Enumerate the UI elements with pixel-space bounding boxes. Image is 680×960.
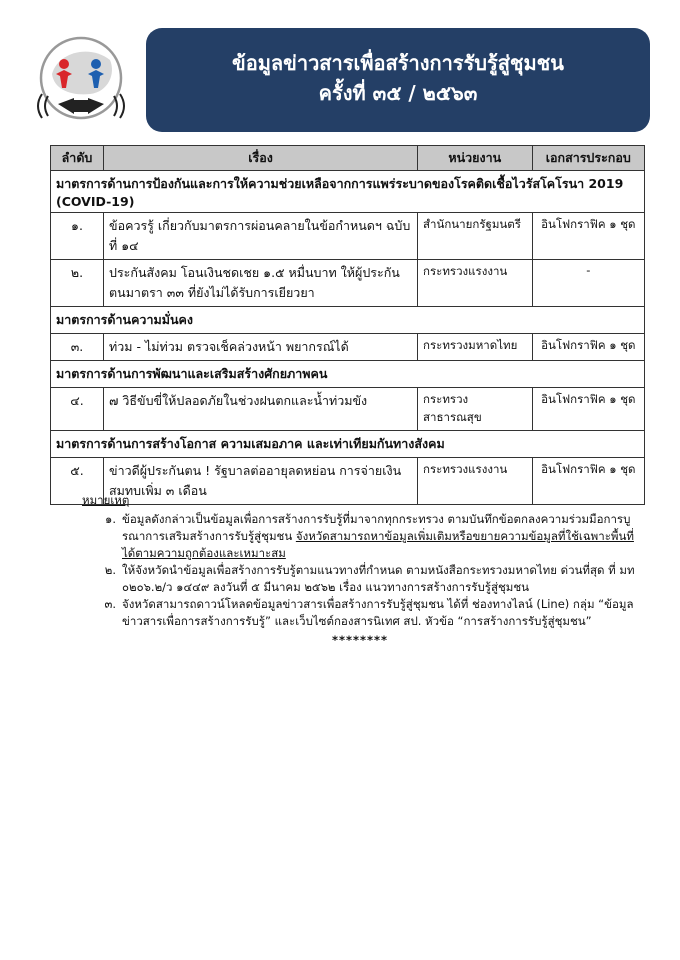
section-row [51, 171, 645, 213]
note-number: ๓. [104, 597, 116, 611]
row-agency: กระทรวงแรงงาน [418, 458, 533, 505]
section-title: มาตรการด้านการพัฒนาและเสริมสร้างศักยภาพคน [51, 361, 645, 388]
row-doc: อินโฟกราฟิค ๑ ชุด [532, 458, 644, 505]
row-doc: อินโฟกราฟิค ๑ ชุด [532, 213, 644, 260]
table-row [51, 388, 645, 431]
section-title: มาตรการด้านการป้องกันและการให้ความช่วยเหลือจากการแพร่ระบาดของโรคติดเชื้อไวรัสโคโรนา 2019 (COVID-19) [51, 171, 645, 213]
notes-title: หมายเหตุ [82, 493, 130, 507]
row-topic: ๗ วิธีขับขี่ให้ปลอดภัยในช่วงฝนตกและน้ำท่วมขัง [104, 388, 418, 431]
note-body: จังหวัดสามารถดาวน์โหลดข้อมูลข่าวสารเพื่อสร้างการรับรู้สู่ชุมชน ได้ที่ ช่องทางไลน์ (Line) กลุ่ม “ข้อมูลข่าวสารเพื่อการสร้างการรับรู้” และเว็บไซต์กองสารนิเทศ สป. หัวข้อ “การสร้างการรับรู้สู่ชุมชน” [122, 597, 634, 628]
section-row [51, 361, 645, 388]
row-agency: กระทรวงสาธารณสุข [418, 388, 533, 431]
row-number: ๔. [51, 388, 104, 431]
note-text [122, 511, 638, 562]
row-number: ๑. [51, 213, 104, 260]
header-doc: เอกสารประกอบ [532, 146, 644, 171]
note-number: ๑. [105, 512, 116, 526]
note-number: ๒. [104, 563, 116, 577]
header-topic: เรื่อง [104, 146, 418, 171]
row-topic: ประกันสังคม โอนเงินชดเชย ๑.๕ หมื่นบาท ให้ผู้ประกันตนมาตรา ๓๓ ที่ยังไม่ได้รับการเยียวยา [104, 260, 418, 307]
logo-icon [30, 34, 132, 126]
table-row [51, 213, 645, 260]
row-topic: ท่วม - ไม่ท่วม ตรวจเช็คล่วงหน้า พยากรณ์ได้ [104, 334, 418, 361]
news-table [50, 145, 645, 505]
table-row [51, 334, 645, 361]
section-title: มาตรการด้านความมั่นคง [51, 307, 645, 334]
section-row [51, 307, 645, 334]
section-row [51, 431, 645, 458]
section-title: มาตรการด้านการสร้างโอกาส ความเสมอภาค และเท่าเทียมกันทางสังคม [51, 431, 645, 458]
row-doc: อินโฟกราฟิค ๑ ชุด [532, 388, 644, 431]
note-underlined: จังหวัดสามารถหาข้อมูลเพิ่มเติมหรือขยายความข้อมูลที่ใช้เฉพาะพื้นที่ได้ตามความถูกต้องและเหมาะสม [122, 529, 634, 560]
table-header-row [51, 146, 645, 171]
header-agency: หน่วยงาน [418, 146, 533, 171]
notes-section [82, 492, 638, 649]
title-banner [146, 28, 650, 132]
row-doc: - [532, 260, 644, 307]
row-topic: ข่าวดีผู้ประกันตน ! รัฐบาลต่ออายุลดหย่อน การจ่ายเงินสมทบเพิ่ม ๓ เดือน [104, 458, 418, 505]
note-body: ให้จังหวัดนำข้อมูลเพื่อสร้างการรับรู้ตามแนวทางที่กำหนด ตามหนังสือกระทรวงมหาดไทย ด่วนที่สุด ที่ มท ๐๒๐๖.๒/ว ๑๔๔๙ ลงวันที่ ๕ มีนาคม ๒๕๖๒ เรื่อง แนวทางการสร้างการรับรู้สู่ชุมชน [122, 563, 635, 594]
note-item [82, 511, 638, 562]
issue-number: ครั้งที่ ๓๕ / ๒๕๖๓ [318, 81, 478, 105]
page-title: ข้อมูลข่าวสารเพื่อสร้างการรับรู้สู่ชุมชน [232, 51, 564, 75]
row-topic: ข้อควรรู้ เกี่ยวกับมาตรการผ่อนคลายในข้อกำหนดฯ ฉบับที่ ๑๔ [104, 213, 418, 260]
row-number: ๒. [51, 260, 104, 307]
note-item [82, 562, 638, 596]
end-mark: ******** [331, 633, 389, 647]
table-row [51, 260, 645, 307]
row-number: ๓. [51, 334, 104, 361]
row-agency: กระทรวงมหาดไทย [418, 334, 533, 361]
row-number: ๕. [51, 458, 104, 505]
note-item [82, 596, 638, 630]
note-body: ข้อมูลดังกล่าวเป็นข้อมูลเพื่อการสร้างการรับรู้ที่มาจากทุกกระทรวง ตามบันทึกข้อตกลงความร่วมมือการบูรณาการเสริมสร้างการรับรู้สู่ชุมชน [122, 512, 631, 543]
row-agency: กระทรวงแรงงาน [418, 260, 533, 307]
row-agency: สำนักนายกรัฐมนตรี [418, 213, 533, 260]
row-doc: อินโฟกราฟิค ๑ ชุด [532, 334, 644, 361]
header-no: ลำดับ [51, 146, 104, 171]
